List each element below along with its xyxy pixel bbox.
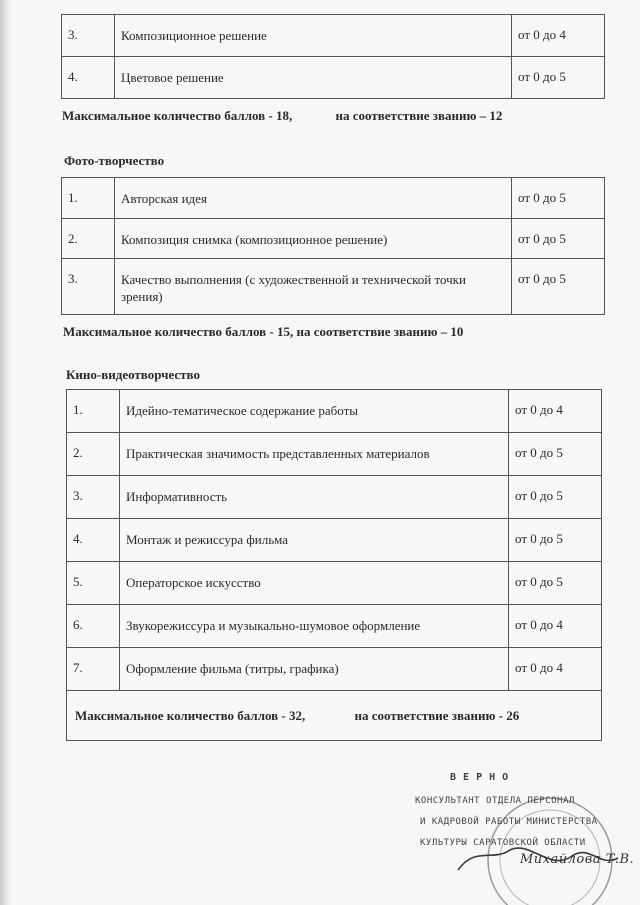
row-number: 2. (62, 219, 115, 259)
row-number: 3. (62, 15, 115, 57)
score-range: от 0 до 5 (512, 219, 605, 259)
row-number: 4. (67, 519, 120, 562)
criterion-text: Качество выполнения (с художественной и технической точки зрения) (115, 259, 512, 315)
table-row (67, 519, 602, 562)
row-number: 3. (67, 476, 120, 519)
table-row (67, 562, 602, 605)
max-score-label: Максимальное количество баллов - 32, (75, 707, 306, 723)
summary-cell (67, 691, 602, 741)
score-range: от 0 до 5 (509, 433, 602, 476)
stamp-line: И КАДРОВОЙ РАБОТЫ МИНИСТЕРСТВА (420, 817, 598, 827)
criterion-text: Операторское искусство (120, 562, 509, 605)
score-range: от 0 до 4 (509, 648, 602, 691)
score-range: от 0 до 4 (509, 605, 602, 648)
title-score-label: на соответствие званию - 26 (354, 707, 520, 723)
table-block1 (61, 14, 605, 99)
criterion-text: Оформление фильма (титры, графика) (120, 648, 509, 691)
stamp-verified-label: В Е Р Н О (450, 772, 509, 783)
table-photo (61, 177, 605, 315)
scan-shadow-edge (0, 0, 12, 905)
photo-summary: Максимальное количество баллов - 15, на соответствие званию – 10 (63, 324, 464, 339)
score-range: от 0 до 5 (509, 519, 602, 562)
row-number: 6. (67, 605, 120, 648)
score-range: от 0 до 5 (509, 476, 602, 519)
row-number: 1. (62, 178, 115, 219)
score-range: от 0 до 5 (509, 562, 602, 605)
table-row (62, 15, 605, 57)
criterion-text: Информативность (120, 476, 509, 519)
row-number: 3. (62, 259, 115, 315)
row-number: 5. (67, 562, 120, 605)
max-score-label: Максимальное количество баллов - 18, (62, 108, 293, 123)
table-row (62, 57, 605, 99)
score-range: от 0 до 4 (512, 15, 605, 57)
stamp-line: КУЛЬТУРЫ САРАТОВСКОЙ ОБЛАСТИ (420, 838, 586, 848)
row-number: 2. (67, 433, 120, 476)
criterion-text: Композиция снимка (композиционное решение) (115, 219, 512, 259)
table-row (62, 219, 605, 259)
table-row (62, 259, 605, 315)
criterion-text: Практическая значимость представленных материалов (120, 433, 509, 476)
block1-summary (62, 108, 502, 124)
title-score-label: на соответствие званию – 12 (335, 108, 503, 123)
score-range: от 0 до 5 (512, 259, 605, 315)
table-row (62, 178, 605, 219)
table-row (67, 390, 602, 433)
score-range: от 0 до 5 (512, 57, 605, 99)
signature-name: Михайлова Т.В. (520, 852, 635, 867)
criterion-text: Цветовое решение (115, 57, 512, 99)
criterion-text: Монтаж и режиссура фильма (120, 519, 509, 562)
score-range: от 0 до 5 (512, 178, 605, 219)
criterion-text: Композиционное решение (115, 15, 512, 57)
section-heading-video: Кино-видеотворчество (66, 367, 200, 382)
table-row (67, 648, 602, 691)
row-number: 4. (62, 57, 115, 99)
score-range: от 0 до 4 (509, 390, 602, 433)
table-video (66, 389, 602, 741)
table-row (67, 605, 602, 648)
criterion-text: Звукорежиссура и музыкально-шумовое оформление (120, 605, 509, 648)
row-number: 1. (67, 390, 120, 433)
section-heading-photo: Фото-творчество (64, 153, 165, 168)
certification-stamp (400, 772, 635, 905)
table-row-summary (67, 691, 602, 741)
row-number: 7. (67, 648, 120, 691)
table-row (67, 476, 602, 519)
criterion-text: Идейно-тематическое содержание работы (120, 390, 509, 433)
table-row (67, 433, 602, 476)
criterion-text: Авторская идея (115, 178, 512, 219)
stamp-line: КОНСУЛЬТАНТ ОТДЕЛА ПЕРСОНАЛ (415, 796, 575, 806)
